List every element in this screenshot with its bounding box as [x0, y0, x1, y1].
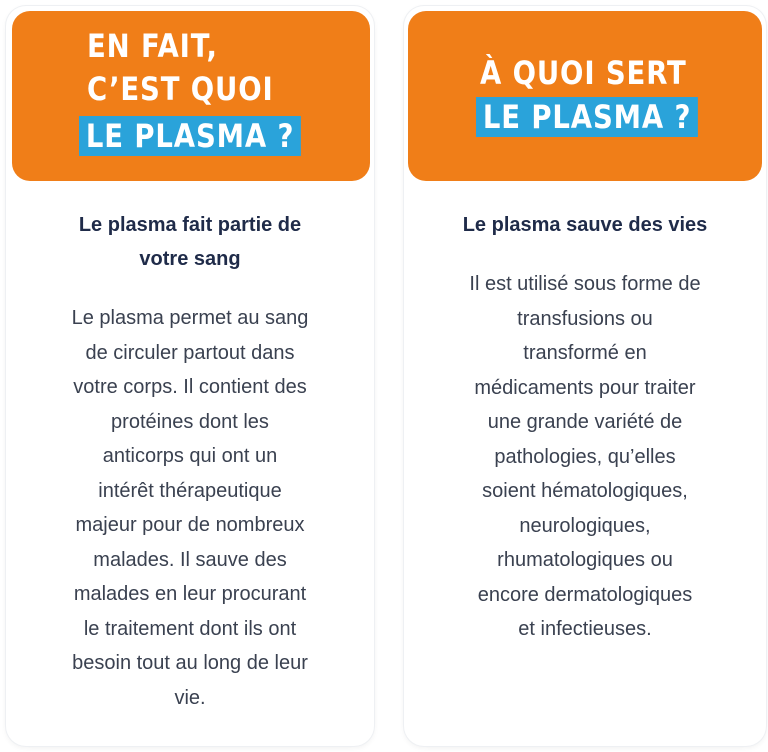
card-title: Le plasma sauve des vies — [462, 214, 708, 236]
banner-line: C’EST QUOI — [87, 70, 274, 108]
card-title: Le plasma fait partie de votre sang — [78, 214, 302, 270]
banner-highlight-line: LE PLASMA ? — [79, 116, 301, 156]
banner-highlight-line: LE PLASMA ? — [476, 97, 698, 137]
info-card-what-is-plasma — [6, 6, 374, 746]
card-body-text: Il est utilisé sous forme de transfusions ou transformé en médicaments pour traiter une grande variété de pathologies, qu’elles soient hématologiques, neurologiques, rhumatologiques ou encore dermatologiques et infectieuses. — [469, 273, 701, 640]
card-banner — [12, 11, 370, 181]
card-banner — [408, 11, 762, 181]
card-body-text: Le plasma permet au sang de circuler partout dans votre corps. Il contient des protéines dont les anticorps qui ont un intérêt thérapeutique majeur pour de nombreux malades. Il sauve des malades en leur procurant le traitement dont ils ont besoin tout au long de leur vie. — [71, 307, 309, 709]
banner-line: À QUOI SERT — [480, 54, 687, 92]
info-card-plasma-use — [404, 6, 766, 746]
banner-line: EN FAIT, — [87, 27, 218, 65]
